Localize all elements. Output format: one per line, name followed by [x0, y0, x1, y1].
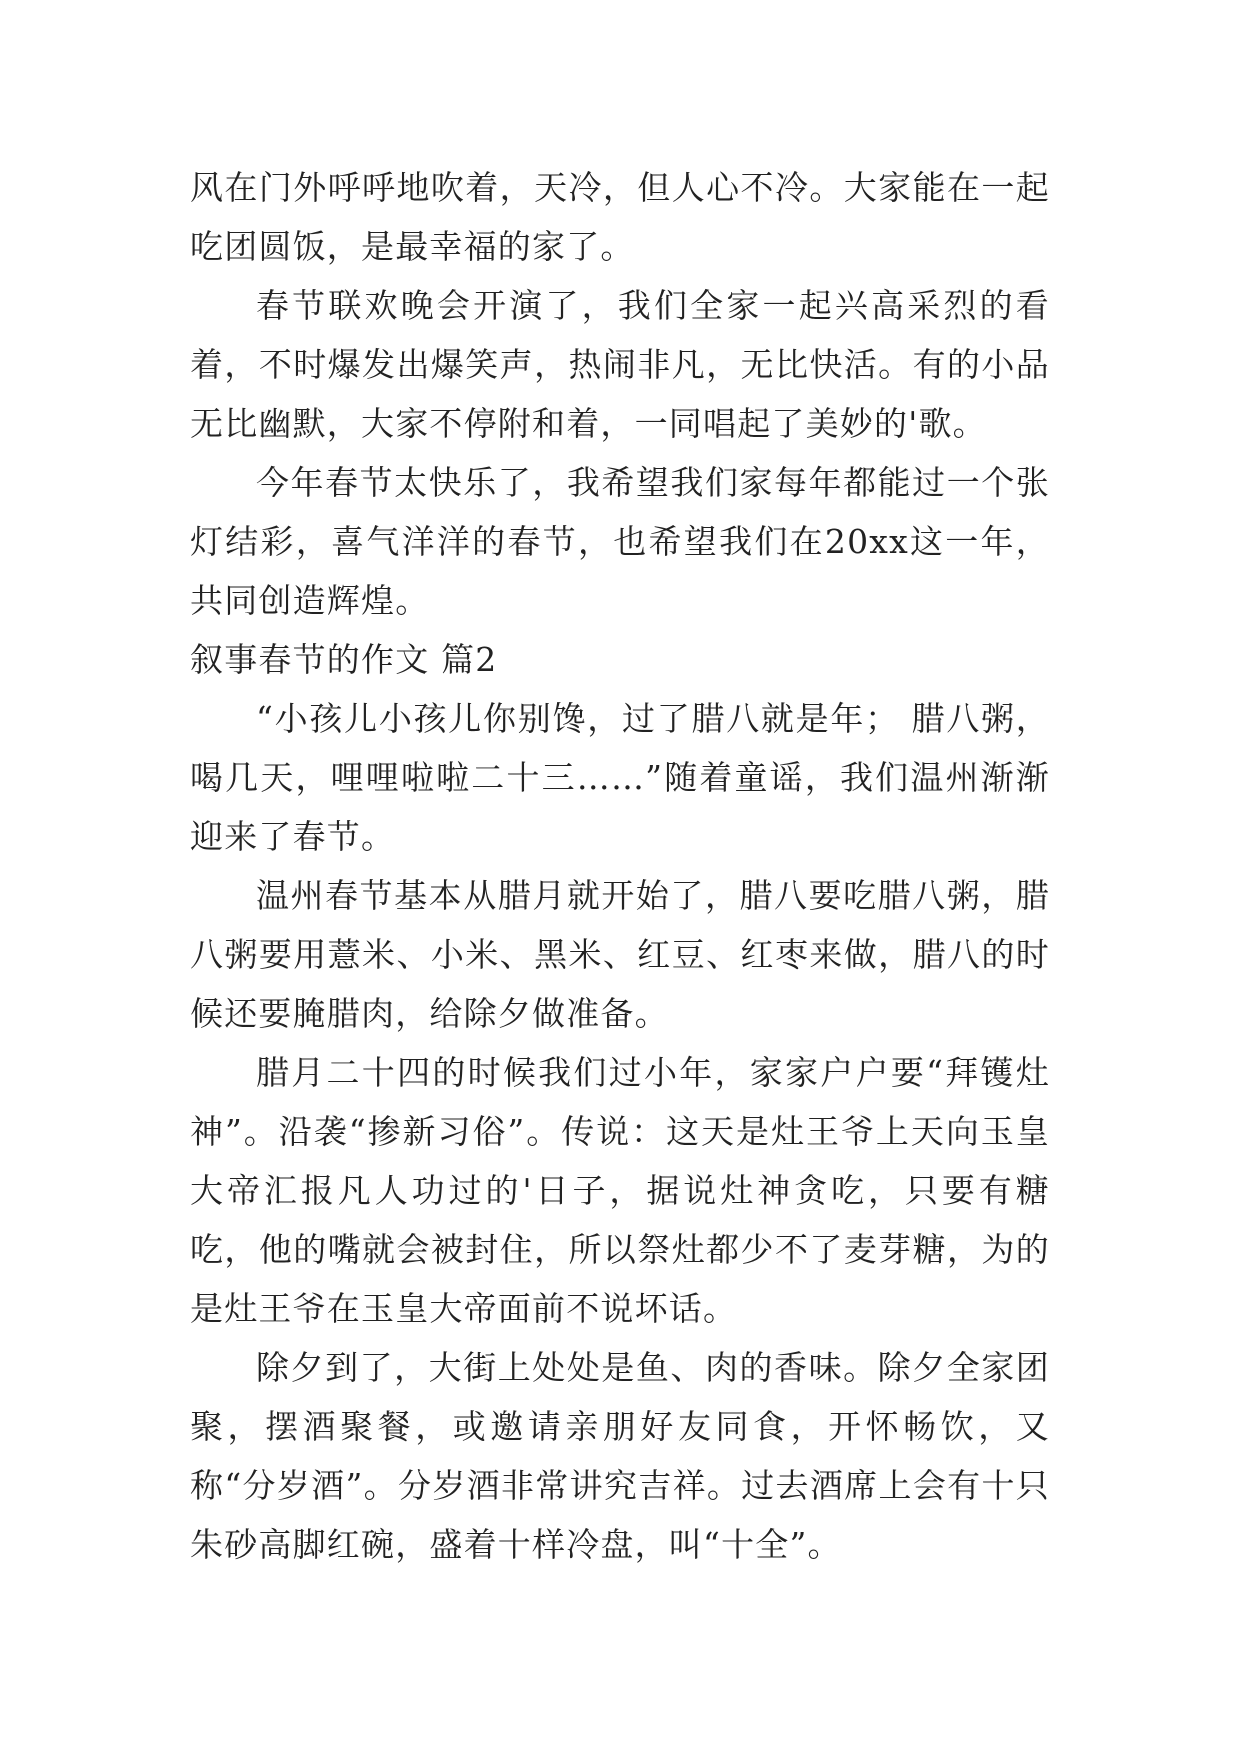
- paragraph-laba: 温州春节基本从腊月就开始了，腊八要吃腊八粥，腊八粥要用薏米、小米、黑米、红豆、红枣来做，腊八的时候还要腌腊肉，给除夕做准备。: [190, 876, 1050, 1033]
- paragraph-wish: 今年春节太快乐了，我希望我们家每年都能过一个张灯结彩，喜气洋洋的春节，也希望我们在20xx这一年，共同创造辉煌。: [190, 463, 1050, 620]
- paragraph-continued: 风在门外呼呼地吹着，天冷，但人心不冷。大家能在一起吃团圆饭，是最幸福的家了。: [190, 168, 1050, 266]
- document-body: [190, 158, 1050, 1574]
- paragraph-xiaonian: 腊月二十四的时候我们过小年，家家户户要“拜镬灶神”。沿袭“掺新习俗”。传说：这天是灶王爷上天向玉皇大帝汇报凡人功过的'日子，据说灶神贪吃，只要有糖吃，他的嘴就会被封住，所以祭灶都少不了麦芽糖，为的是灶王爷在玉皇大帝面前不说坏话。: [190, 1053, 1050, 1328]
- paragraph-rhyme: “小孩儿小孩儿你别馋，过了腊八就是年； 腊八粥，喝几天，哩哩啦啦二十三……”随着童谣，我们温州渐渐迎来了春节。: [190, 699, 1050, 856]
- paragraph-chuxi: 除夕到了，大街上处处是鱼、肉的香味。除夕全家团聚，摆酒聚餐，或邀请亲朋好友同食，开怀畅饮，又称“分岁酒”。分岁酒非常讲究吉祥。过去酒席上会有十只朱砂高脚红碗，盛着十样冷盘，叫“十全”。: [190, 1348, 1050, 1564]
- paragraph-gala: 春节联欢晚会开演了，我们全家一起兴高采烈的看着，不时爆发出爆笑声，热闹非凡，无比快活。有的小品无比幽默，大家不停附和着，一同唱起了美妙的'歌。: [190, 286, 1050, 443]
- essay-heading: 叙事春节的作文 篇2: [190, 640, 498, 679]
